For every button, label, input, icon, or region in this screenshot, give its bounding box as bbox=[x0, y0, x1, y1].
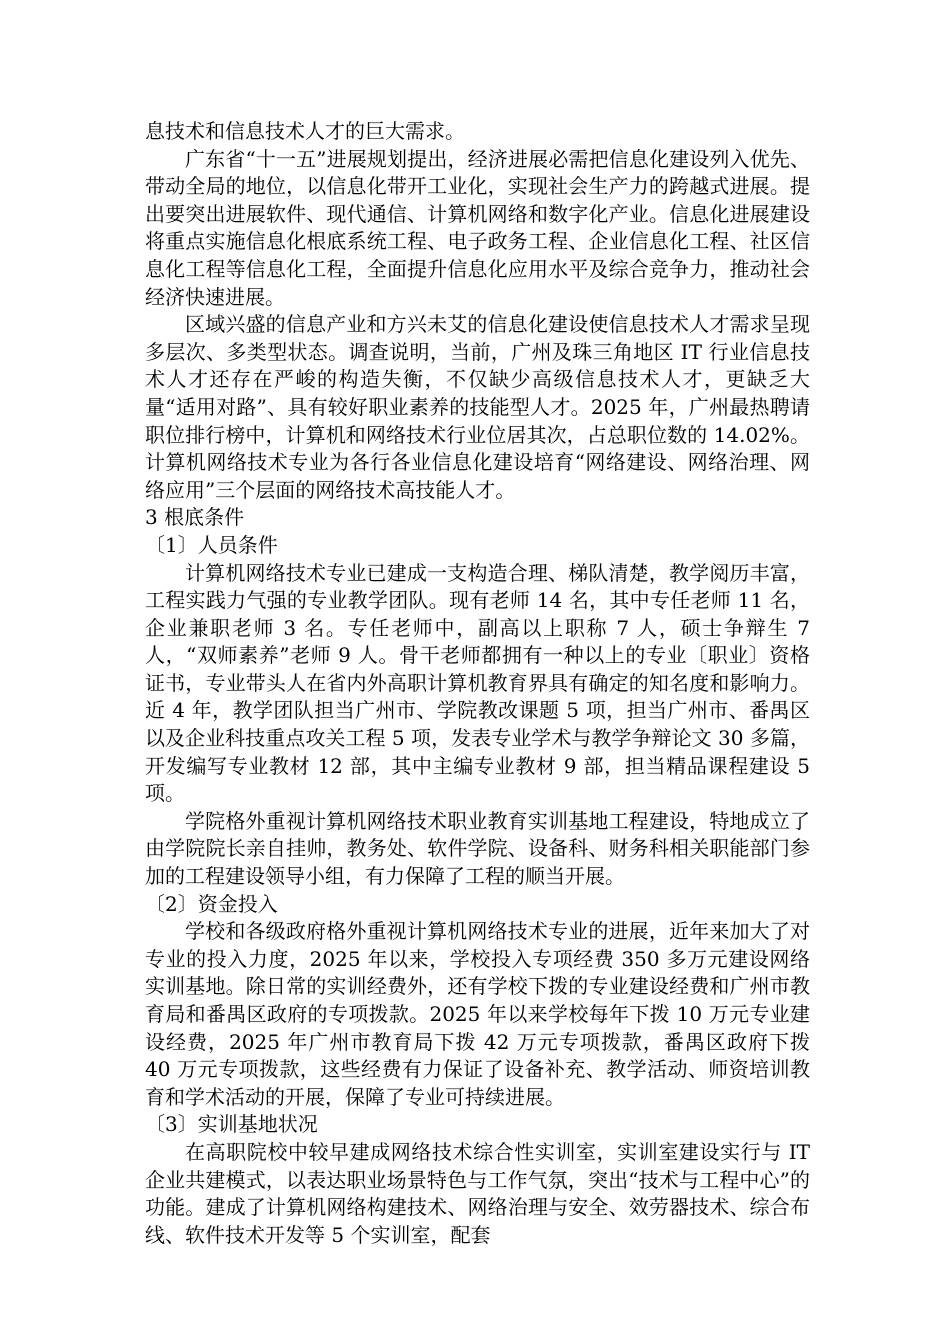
paragraph-project-leadership: 学院格外重视计算机网络技术职业教育实训基地工程建设，特地成立了由学院院长亲自挂帅，教务处、软件学院、设备科、财务科相关职能部门参加的工程建设领导小组，有力保障了工程的顺当开展。 bbox=[145, 808, 810, 889]
paragraph-guangdong-plan: 广东省“十一五”进展规划提出，经济进展必需把信息化建设列入优先、带动全局的地位，以信息化带开工业化，实现社会生产力的跨越式进展。提出要突出进展软件、现代通信、计算机网络和数字化产业。信息化进展建设将重点实施信息化根底系统工程、电子政务工程、企业信息化工程、社区信息化工程等信息化工程，全面提升信息化应用水平及综合竞争力，推动社会经济快速进展。 bbox=[145, 146, 810, 309]
subsection-heading-personnel: 〔1〕人员条件 bbox=[145, 532, 278, 557]
section-heading-basic-conditions: 3 根底条件 bbox=[145, 505, 245, 530]
paragraph-continuation: 息技术和信息技术人才的巨大需求。 bbox=[145, 119, 465, 143]
subsection-heading-training-base: 〔3〕实训基地状况 bbox=[145, 1112, 318, 1137]
paragraph-funding-details: 学校和各级政府格外重视计算机网络技术专业的进展，近年来加大了对专业的投入力度，2025 年以来，学校投入专项经费 350 多万元建设网络实训基地。除日常的实训经费外，还有学校下拨的专业建设经费和广州市教育局和番禺区政府的专项拨款。2025 年以来学校每年下拨 10 万元专业建设经费，2025 年广州市教育局下拨 42 万元专项拨款，番禺区政府下拨 40 万元专项拨款，这些经费有力保证了设备补充、教学活动、师资培训教育和学术活动的开展，保障了专业可持续进展。 bbox=[145, 919, 810, 1109]
paragraph-talent-demand: 区域兴盛的信息产业和方兴未艾的信息化建设使信息技术人才需求呈现多层次、多类型状态。调查说明，当前，广州及珠三角地区 IT 行业信息技术人才还存在严峻的构造失衡，不仅缺少高级信息技术人才，更缺乏大量“适用对路”、具有较好职业素养的技能型人才。2025 年，广州最热聘请职位排行榜中，计算机和网络技术行业位居其次，占总职位数的 14.02%。计算机网络技术专业为各行各业信息化建设培育“网络建设、网络治理、网络应用”三个层面的网络技术高技能人才。 bbox=[145, 312, 810, 502]
paragraph-training-rooms: 在高职院校中较早建成网络技术综合性实训室，实训室建设实行与 IT 企业共建模式，以表达职业场景特色与工作气氛，突出“技术与工程中心”的功能。建成了计算机网络构建技术、网络治理与安全、效劳器技术、综合布线、软件技术开发等 5 个实训室，配套 bbox=[145, 1139, 810, 1247]
subsection-heading-funding: 〔2〕资金投入 bbox=[145, 891, 278, 916]
paragraph-teaching-team: 计算机网络技术专业已建成一支构造合理、梯队清楚，教学阅历丰富，工程实践力气强的专业教学团队。现有老师 14 名，其中专任老师 11 名，企业兼职老师 3 名。专任老师中，副高以上职称 7 人，硕士争辩生 7 人，“双师素养”老师 9 人。骨干老师都拥有一种以上的专业〔职业〕资格证书，专业带头人在省内外高职计算机教育界具有确定的知名度和影响力。近 4 年，教学团队担当广州市、学院教改课题 5 项，担当广州市、番禺区以及企业科技重点攻关工程 5 项，发表专业学术与教学争辩论文 30 多篇，开发编写专业教材 12 部，其中主编专业教材 9 部，担当精品课程建设 5 项。 bbox=[145, 560, 810, 806]
document-body bbox=[145, 118, 810, 1249]
